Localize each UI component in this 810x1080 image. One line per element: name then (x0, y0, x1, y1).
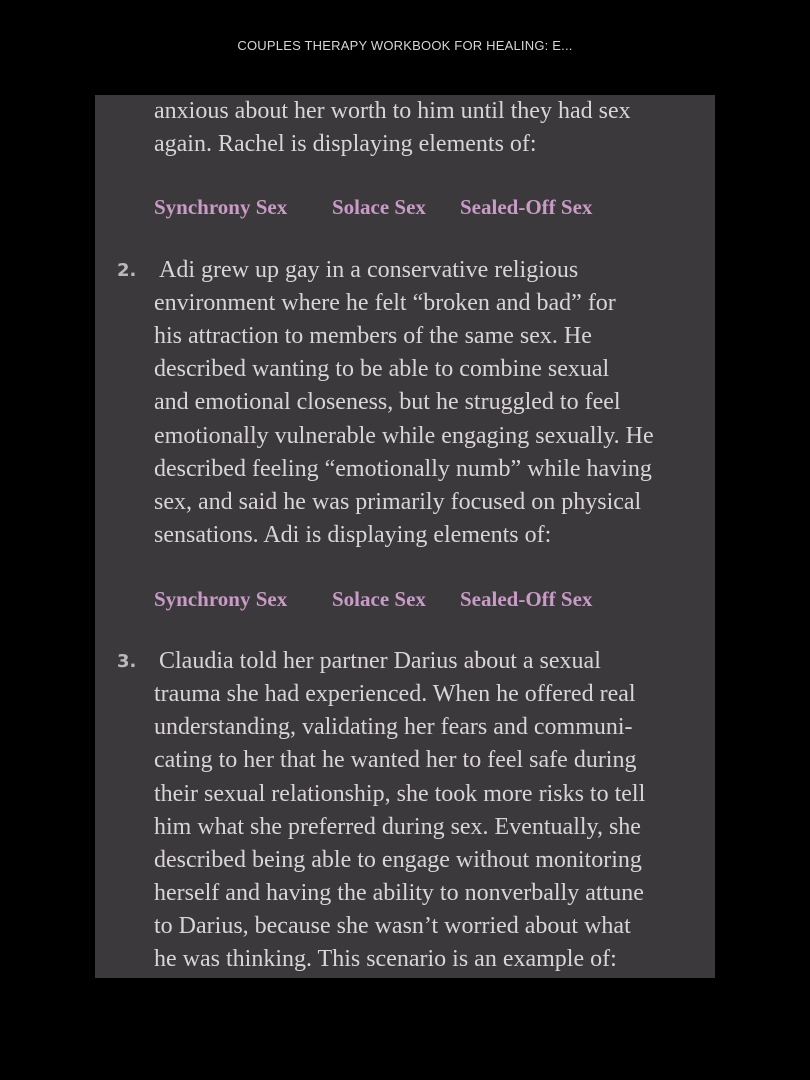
paragraph-line: to Darius, because she wasn’t worried about what (154, 913, 631, 939)
item-number: 2. (117, 260, 137, 281)
paragraph-line: his attraction to members of the same sex. He (154, 323, 592, 349)
paragraph-line: understanding, validating her fears and communi- (154, 714, 633, 740)
choice-synchrony-sex[interactable]: Synchrony Sex (154, 195, 288, 219)
choice-synchrony-sex[interactable]: Synchrony Sex (154, 587, 288, 611)
paragraph-line: described wanting to be able to combine sexual (154, 356, 610, 382)
paragraph-line: again. Rachel is displaying elements of: (154, 131, 537, 157)
choice-sealed-off-sex[interactable]: Sealed-Off Sex (460, 587, 593, 611)
paragraph-line: Adi grew up gay in a conservative religious (159, 257, 579, 283)
choice-sealed-off-sex[interactable]: Sealed-Off Sex (460, 195, 593, 219)
choice-solace-sex[interactable]: Solace Sex (332, 587, 426, 611)
paragraph-line: their sexual relationship, she took more risks to tell (154, 781, 646, 807)
paragraph-line: sensations. Adi is displaying elements of: (154, 522, 552, 548)
paragraph-line: sex, and said he was primarily focused on physical (154, 489, 642, 515)
paragraph-line: anxious about her worth to him until they had sex (154, 98, 631, 124)
paragraph-line: environment where he felt “broken and bad” for (154, 290, 616, 316)
book-page (95, 95, 715, 978)
paragraph-line: emotionally vulnerable while engaging sexually. He (154, 423, 654, 449)
book-title: COUPLES THERAPY WORKBOOK FOR HEALING: E... (237, 38, 573, 53)
paragraph-line: cating to her that he wanted her to feel safe during (154, 747, 637, 773)
paragraph-line: herself and having the ability to nonverbally attune (154, 880, 644, 906)
paragraph-line: he was thinking. This scenario is an example of: (154, 946, 617, 972)
paragraph-line: Claudia told her partner Darius about a sexual (159, 648, 601, 674)
item-number: 3. (117, 651, 137, 672)
paragraph-line: trauma she had experienced. When he offered real (154, 681, 636, 707)
choice-solace-sex[interactable]: Solace Sex (332, 195, 426, 219)
paragraph-line: described being able to engage without monitoring (154, 847, 642, 873)
paragraph-line: and emotional closeness, but he struggled to feel (154, 389, 621, 415)
paragraph-line: described feeling “emotionally numb” while having (154, 456, 652, 482)
paragraph-line: him what she preferred during sex. Eventually, she (154, 814, 641, 840)
